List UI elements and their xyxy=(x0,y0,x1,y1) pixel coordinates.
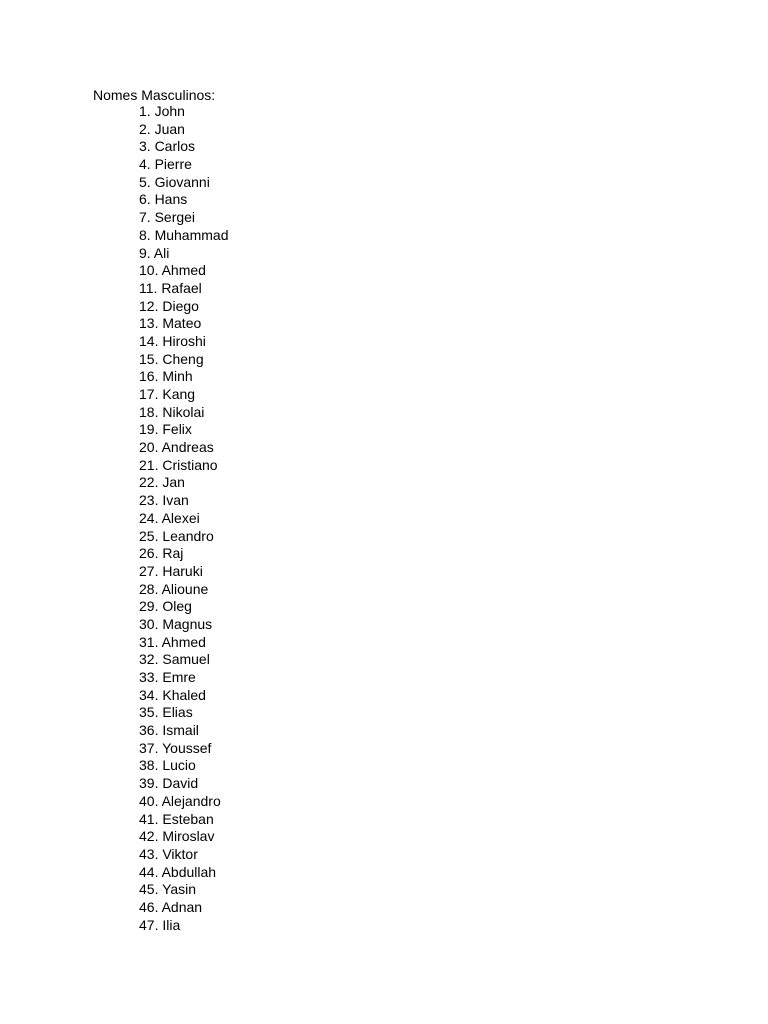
list-item: 13. Mateo xyxy=(139,315,202,332)
list-item: 26. Raj xyxy=(139,545,184,562)
list-item: 11. Rafael xyxy=(139,279,202,296)
list-item: 6. Hans xyxy=(139,191,188,208)
list-item: 31. Ahmed xyxy=(139,633,206,650)
list-item: 46. Adnan xyxy=(139,898,203,915)
list-item: 28. Alioune xyxy=(139,580,209,597)
list-item: 22. Jan xyxy=(139,474,185,491)
list-item: 42. Miroslav xyxy=(139,828,215,845)
list-item: 23. Ivan xyxy=(139,492,189,509)
list-item: 4. Pierre xyxy=(139,156,192,173)
list-item: 27. Haruki xyxy=(139,562,203,579)
list-item: 15. Cheng xyxy=(139,350,204,367)
list-item: 40. Alejandro xyxy=(139,792,221,809)
list-item: 45. Yasin xyxy=(139,881,197,898)
list-item: 19. Felix xyxy=(139,421,192,438)
list-item: 37. Youssef xyxy=(139,739,212,756)
list-item: 1. John xyxy=(139,103,185,119)
list-item: 36. Ismail xyxy=(139,722,199,739)
list-item: 5. Giovanni xyxy=(139,173,210,190)
list-item: 8. Muhammad xyxy=(139,226,229,243)
list-item: 35. Elias xyxy=(139,704,193,721)
list-item: 3. Carlos xyxy=(139,138,196,155)
list-item: 7. Sergei xyxy=(139,209,196,226)
names-list xyxy=(139,103,228,934)
list-item: 17. Kang xyxy=(139,386,196,402)
list-item: 16. Minh xyxy=(139,368,193,385)
list-item: 34. Khaled xyxy=(139,686,206,703)
list-item: 43. Viktor xyxy=(139,845,198,862)
list-item: 18. Nikolai xyxy=(139,403,205,420)
list-item: 39. David xyxy=(139,775,199,792)
list-item: 33. Emre xyxy=(139,669,196,685)
list-item: 24. Alexei xyxy=(139,509,200,526)
list-item: 32. Samuel xyxy=(139,651,210,668)
list-item: 44. Abdullah xyxy=(139,863,217,880)
list-heading: Nomes Masculinos: xyxy=(93,87,216,103)
list-item: 21. Cristiano xyxy=(139,456,218,473)
list-item: 41. Esteban xyxy=(139,810,214,827)
list-item: 20. Andreas xyxy=(139,439,214,456)
list-item: 47. Ilia xyxy=(139,916,181,933)
list-item: 10. Ahmed xyxy=(139,262,206,279)
list-item: 30. Magnus xyxy=(139,615,213,632)
list-item: 38. Lucio xyxy=(139,757,196,774)
list-item: 9. Ali xyxy=(139,244,170,261)
list-item: 14. Hiroshi xyxy=(139,332,206,349)
list-item: 2. Juan xyxy=(139,120,185,137)
list-item: 12. Diego xyxy=(139,297,199,314)
list-item: 29. Oleg xyxy=(139,598,192,615)
list-item: 25. Leandro xyxy=(139,527,214,544)
